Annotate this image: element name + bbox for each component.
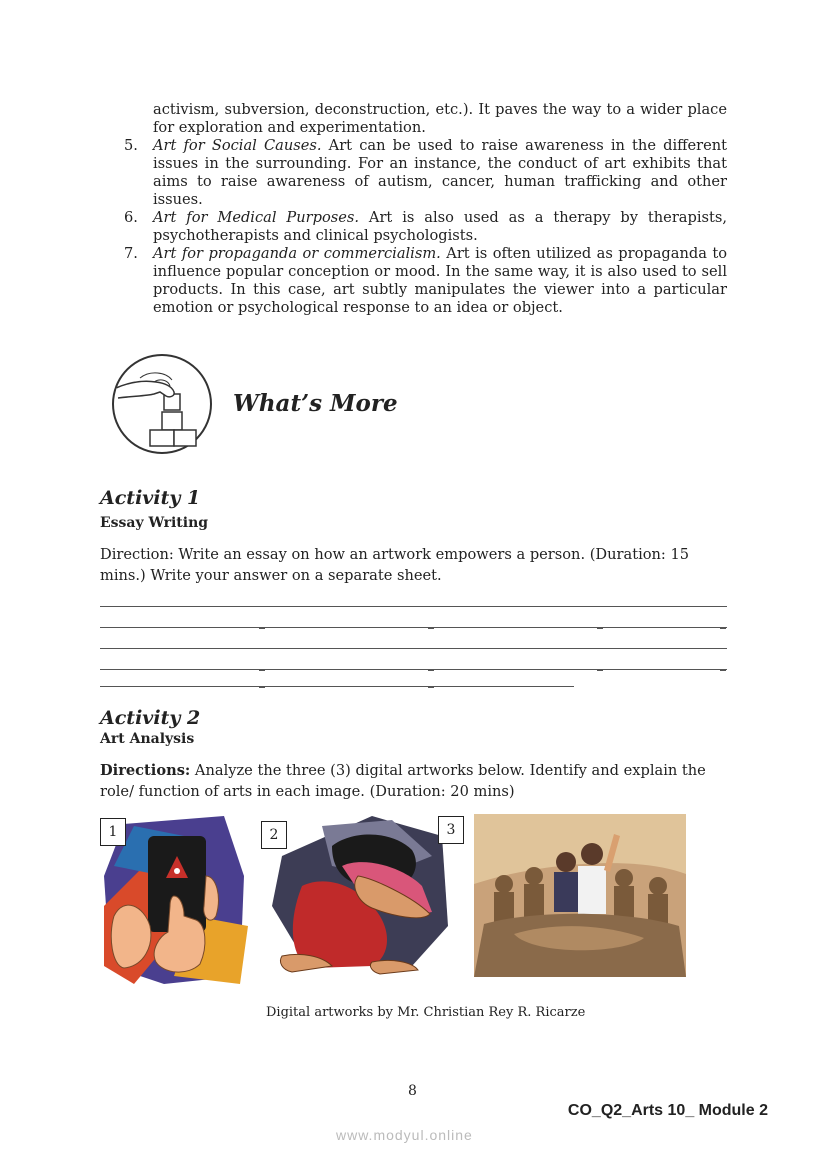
activity-2-title: Activity 2: [100, 707, 201, 729]
list-number-7: 7.: [124, 245, 138, 262]
artwork-label-3: 3: [438, 816, 464, 844]
direction-text: Analyze the three (3) digital artworks below. Identify and explain the role/ function of arts in each image. (Duration: 20 mins): [100, 762, 706, 800]
activity-2-subtitle: Art Analysis: [100, 731, 195, 747]
list-item-text: Art can be used to raise awareness in the different issues in the surrounding. For an instance, the conduct of art exhibits that aims to raise awareness of autism, cancer, human trafficking and other issues.: [153, 137, 727, 208]
line-tick: [259, 628, 265, 629]
line-tick: [428, 687, 434, 688]
watermark: www.modyul.online: [336, 1127, 473, 1143]
crouching-woman-artwork: [262, 816, 452, 976]
protest-crowd-artwork: [474, 814, 686, 977]
activity-1-title: Activity 1: [100, 487, 201, 509]
list-item-text: Art is often utilized as propaganda to influence popular conception or mood. In the same way, it is also used to sell products. In this case, art subtly manipulates the viewer into a particular emotion or psychological response to an idea or object.: [153, 245, 727, 316]
direction-label: Directions:: [100, 762, 191, 779]
intro-continuation: activism, subversion, deconstruction, etc.). It paves the way to a wider place for exploration and experimentation.: [153, 101, 727, 136]
activity-1-direction: Direction: Write an essay on how an artwork empowers a person. (Duration: 15 mins.) Write your answer on a separate sheet.: [100, 546, 690, 584]
answer-line: [100, 648, 727, 649]
list-number-6: 6.: [124, 209, 138, 226]
line-tick: [259, 670, 265, 671]
answer-line: [100, 686, 574, 687]
footer-module-code: CO_Q2_Arts 10_ Module 2: [567, 1102, 768, 1119]
list-item-title: Art for Social Causes.: [153, 137, 322, 154]
line-tick: [720, 628, 726, 629]
list-item-title: Art for propaganda or commercialism.: [153, 245, 441, 262]
list-item-text: Art is also used as a therapy by therapists, psychotherapists and clinical psychologists.: [153, 209, 727, 244]
line-tick: [597, 670, 603, 671]
line-tick: [428, 670, 434, 671]
answer-line: [100, 606, 727, 607]
page-number: 8: [408, 1083, 417, 1099]
list-item-title: Art for Medical Purposes.: [153, 209, 359, 226]
list-item-social-causes: [153, 137, 727, 209]
activity-1-subtitle: Essay Writing: [100, 515, 209, 531]
artworks-caption: Digital artworks by Mr. Christian Rey R. Ricarze: [266, 1005, 586, 1020]
hand-stacking-blocks-icon: [110, 352, 214, 456]
list-item-propaganda: [153, 245, 727, 317]
line-tick: [428, 628, 434, 629]
answer-line: [100, 669, 727, 670]
artwork-label-1: 1: [100, 818, 126, 846]
list-number-5: 5.: [124, 137, 138, 154]
section-title: What’s More: [233, 390, 398, 417]
line-tick: [720, 670, 726, 671]
line-tick: [597, 628, 603, 629]
line-tick: [259, 687, 265, 688]
activity-2-direction: [100, 760, 727, 802]
list-item-medical: [153, 209, 727, 245]
artwork-label-2: 2: [261, 821, 287, 849]
answer-line: [100, 627, 727, 628]
